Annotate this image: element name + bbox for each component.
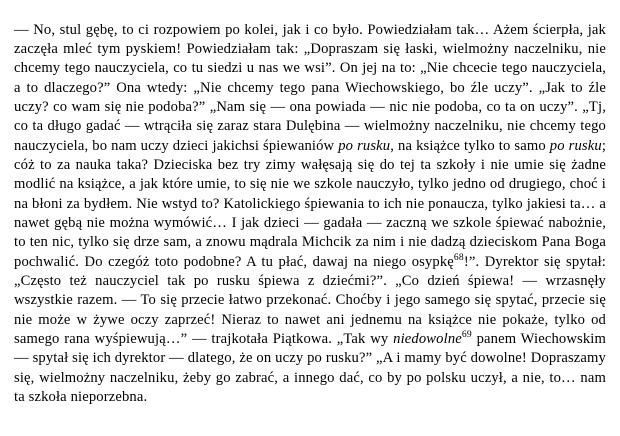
- body-paragraph: — No, stul gębę, to ci rozpowiem po kolei, jak i co było. Powiedziałam tak… Ażem ścierpła, jak zaczęła mleć tym pyskiem! Powiedziałam tak: „Dopraszam się łaski, wielmożny naczelniku, nie chcemy tego nauczyciela, co tu siedzi u nas we wsi”. On jej na to: „Nie chcecie tego nauczyciela, a to dlaczego?” Ona wtedy: „Nie chcemy tego pana Wiechowskiego, bo źle uczy”. „Jak to źle uczy? co wam się nie podoba?” „Nam się — ona powiada — nic nie podoba, co ta on uczy”. „Tj, co ta długo gadać — wtrąciła się zaraz stara Dulębina — wielmożny naczelniku, nie chcemy tego nauczyciela, bo nam uczy dzieci jakichsi śpiewaniów po rusku, na książce tylko to samo po rusku; cóż to za nauka taka? Dzieciska bez try zimy wałęsają się do tej ta szkoły i nie umie się żadne modlić na książce, a jak które umie, to się nie we szkole nauczyło, tylko jedno od drugiego, choć i na błoni za bydłem. Nie wstyd to? Katolickiego śpiewania to ich nie ponaucza, tylko jakiesi ta… a nawet gębą nie można wymówić… I jak dzieci — gadała — zaczną we szkole śpiewać nabożnie, to ten nic, tylko się drze sam, a znowu mądrala Michcik za nim i nie dadzą dzieciskom Pana Boga pochwalić. Do czegóż toto podobne? A tu płać, dawaj na niego osypkę$^{68}$!”. Dyrektor się spytał: „Często też nauczyciel tak po rusku śpiewa z dziećmi?”. „Co dzień śpiewa! — wrzasnęły wszystkie razem. — To się przecie łatwo przekonać. Choćby i jego samego się spytać, przecie się nie może w żywe oczy zaprzeć! Nieraz to nawet ani jednemu na książce nie pokaże, tylko od samego rana wyśpiewują…” — trajkotała Piątkowa. „Tak wy niedowolne$^{69}$ panem Wiechowskim — spytał się ich dyrektor — dlatego, że on uczy po rusku?” „A i mamy być dowolne! Dopraszamy się, wielmożny naczelniku, żeby go zabrać, a innego dać, co by po polsku uczył, a nie, to… nam ta szkoła nieporzebna.: [14, 21, 607, 406]
